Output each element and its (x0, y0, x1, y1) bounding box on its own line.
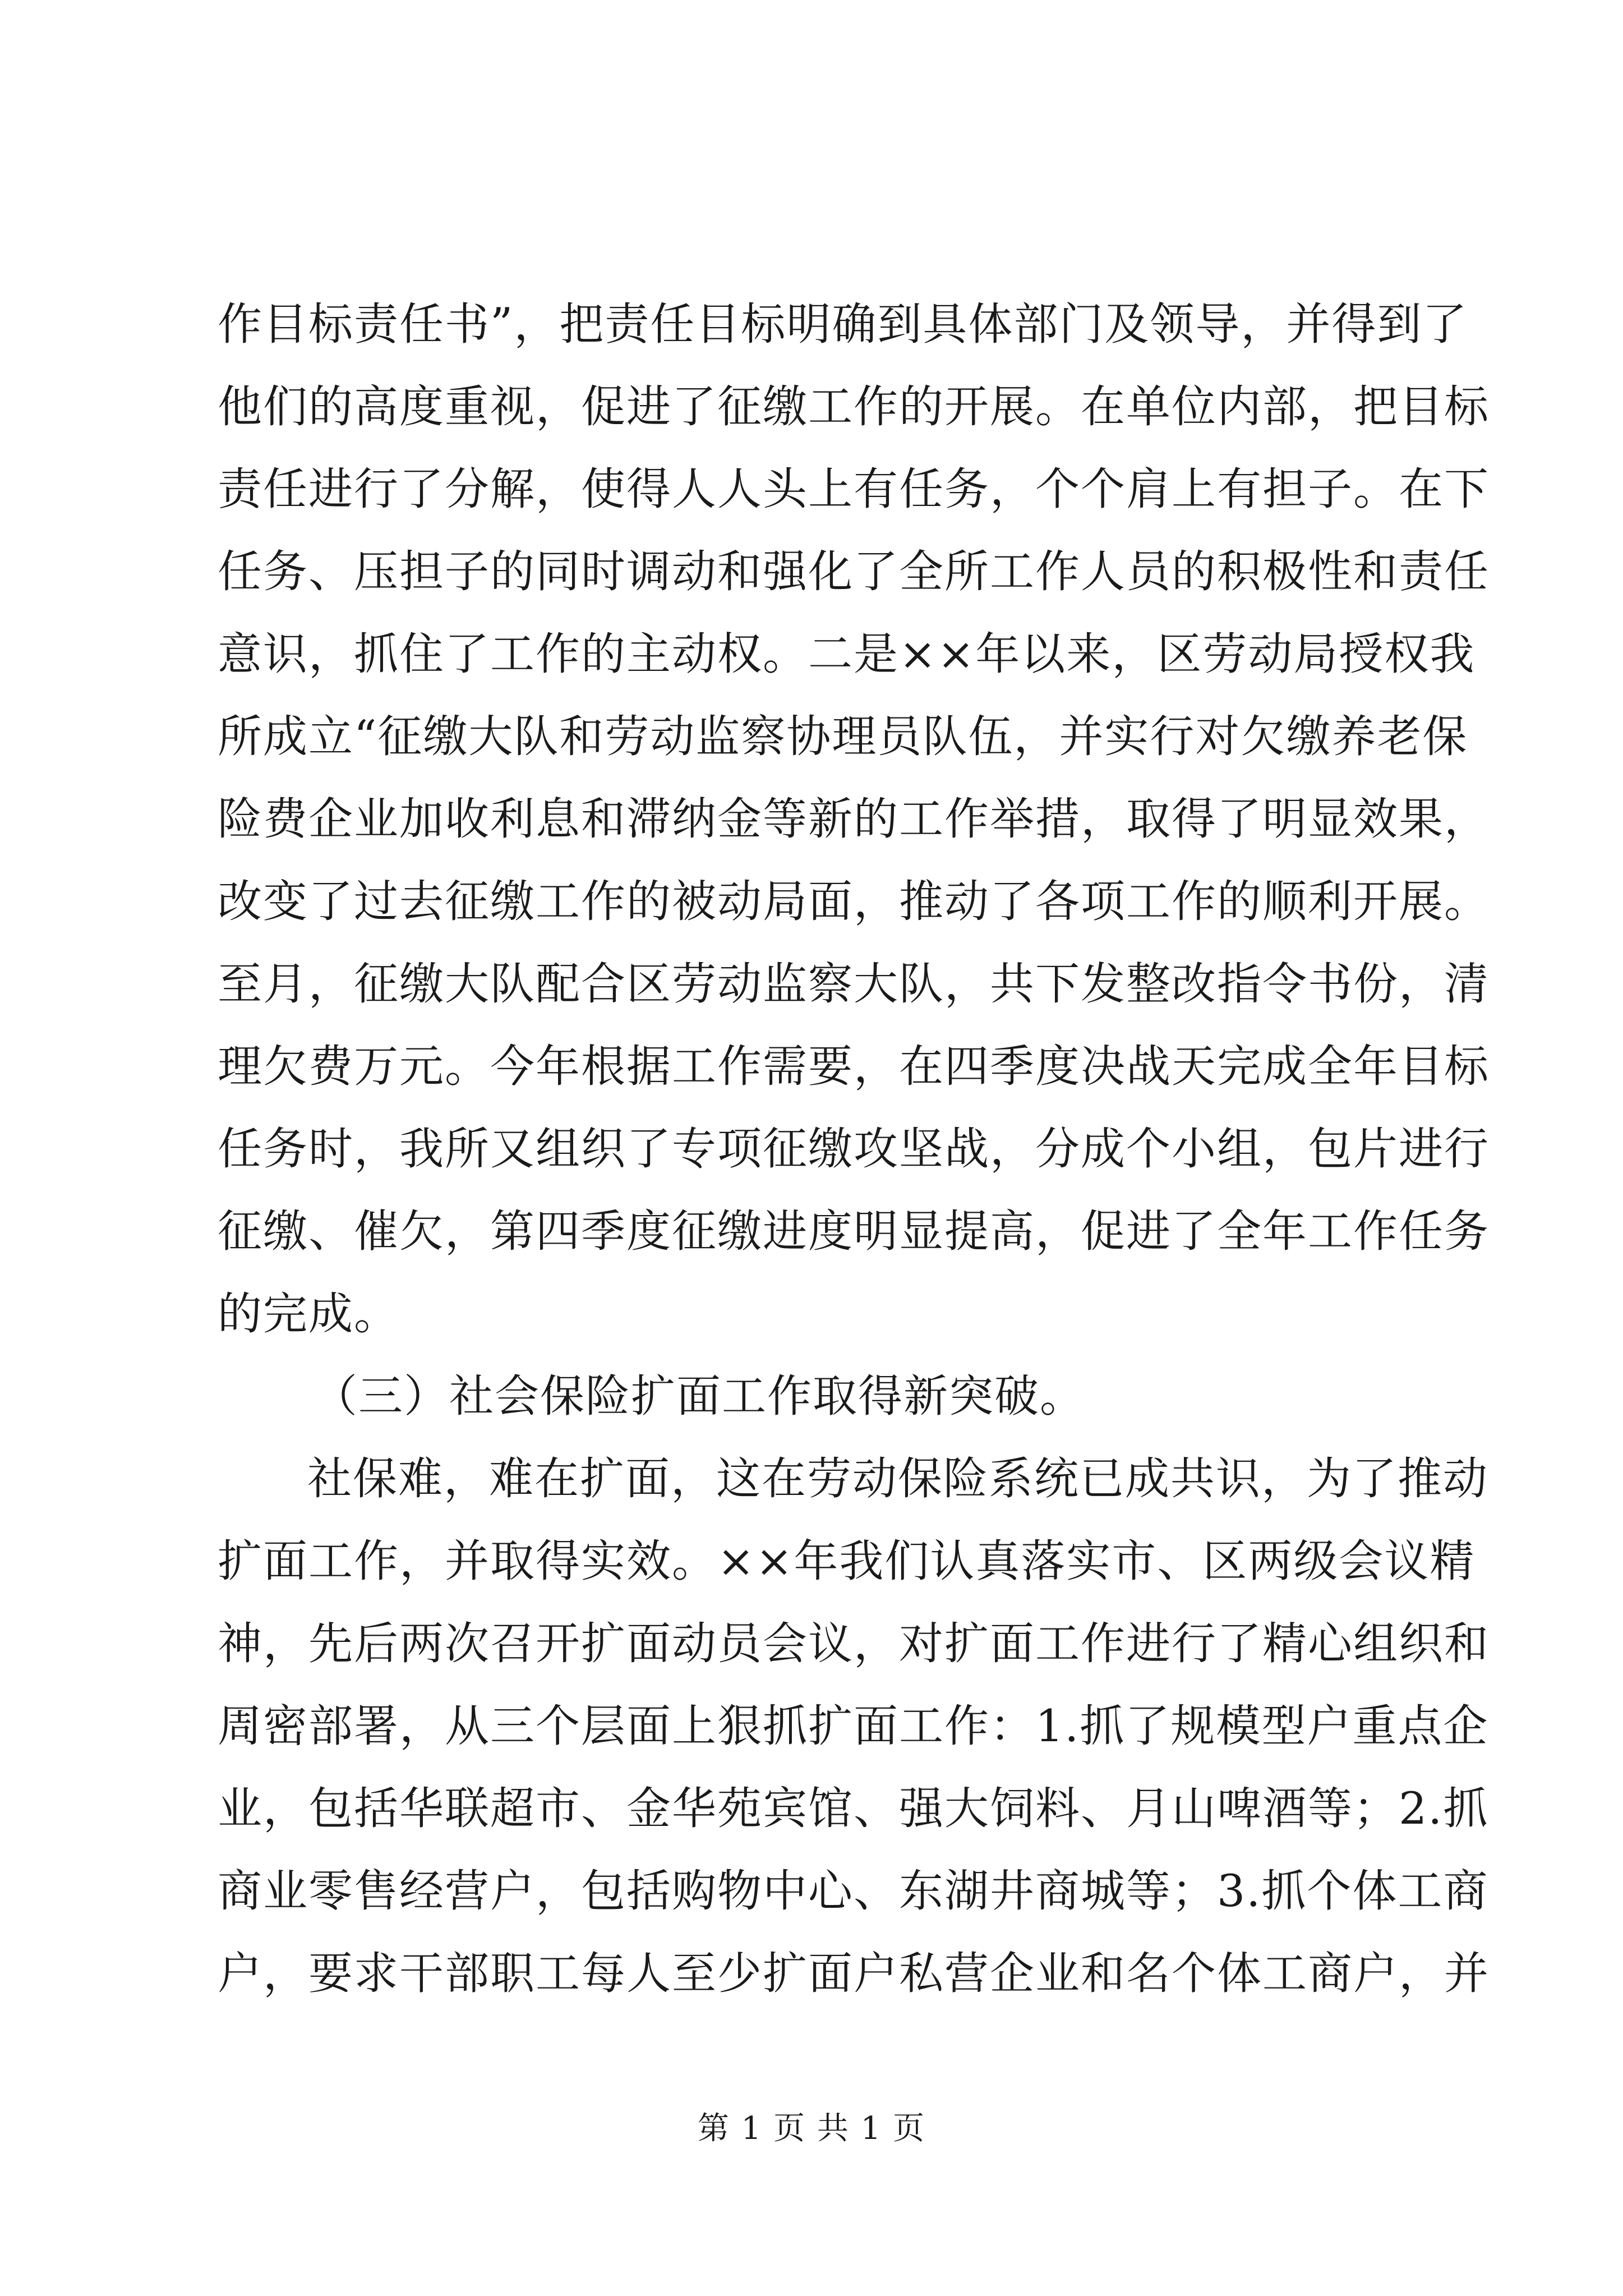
paragraph-first-line: 社保难，难在扩面，这在劳动保险系统已成共识，为了推动 (307, 1453, 1488, 1504)
text-line: 至月，征缴大队配合区劳动监察大队，共下发整改指令书份，清 (218, 958, 1490, 1010)
text-line: 户，要求干部职工每人至少扩面户私营企业和名个体工商户，并 (218, 1948, 1490, 1999)
text-line: 征缴、催欠，第四季度征缴进度明显提高，促进了全年工作任务 (218, 1205, 1490, 1257)
text-line: 的完成。 (218, 1288, 399, 1340)
text-line: 业，包括华联超市、金华苑宾馆、强大饲料、月山啤酒等；2.抓 (218, 1783, 1489, 1834)
text-line: 他们的高度重视，促进了征缴工作的开展。在单位内部，把目标 (218, 381, 1490, 432)
text-line: 商业零售经营户，包括购物中心、东湖井商城等；3.抓个体工商 (218, 1865, 1489, 1917)
text-line: 神，先后两次召开扩面动员会议，对扩面工作进行了精心组织和 (218, 1618, 1490, 1669)
text-line: 理欠费万元。今年根据工作需要，在四季度决战天完成全年目标 (218, 1041, 1490, 1092)
text-line: 所成立“征缴大队和劳动监察协理员队伍，并实行对欠缴养老保 (218, 711, 1468, 762)
section-heading: （三）社会保险扩面工作取得新突破。 (313, 1370, 1085, 1422)
text-line: 险费企业加收利息和滞纳金等新的工作举措，取得了明显效果， (218, 793, 1490, 845)
text-line: 改变了过去征缴工作的被动局面，推动了各项工作的顺利开展。 (218, 876, 1490, 927)
text-line: 扩面工作，并取得实效。××年我们认真落实市、区两级会议精 (218, 1535, 1476, 1587)
text-line: 责任进行了分解，使得人人头上有任务，个个肩上有担子。在下 (218, 463, 1490, 515)
text-line: 任务时，我所又组织了专项征缴攻坚战，分成个小组，包片进行 (218, 1123, 1490, 1175)
text-line: 意识，抓住了工作的主动权。二是××年以来，区劳动局授权我 (218, 628, 1476, 680)
text-line: 任务、压担子的同时调动和强化了全所工作人员的积极性和责任 (218, 546, 1490, 597)
page-footer: 第 1 页 共 1 页 (697, 2110, 926, 2147)
text-line: 周密部署，从三个层面上狠抓扩面工作：1.抓了规模型户重点企 (218, 1700, 1489, 1752)
text-line: 作目标责任书”，把责任目标明确到具体部门及领导，并得到了 (218, 298, 1468, 350)
document-body (218, 283, 1490, 2015)
